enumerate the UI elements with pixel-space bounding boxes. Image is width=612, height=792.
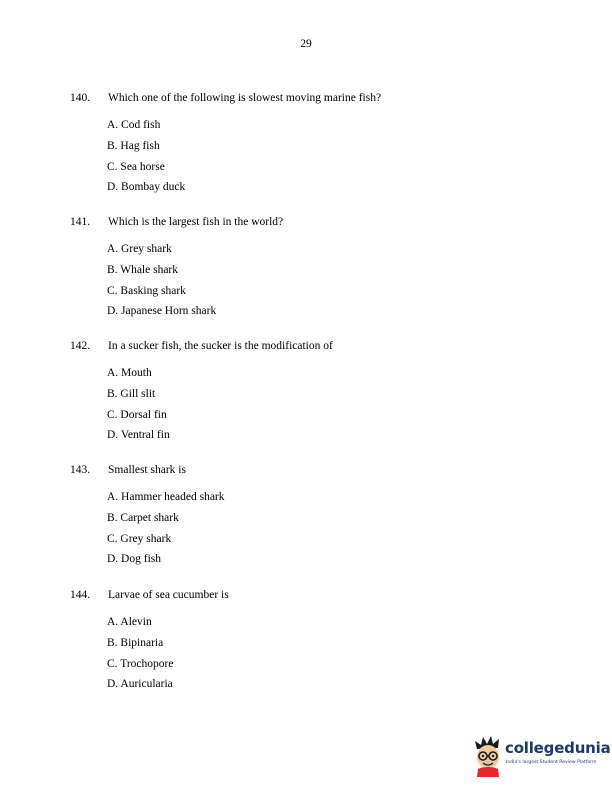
option-c: C. Trochopore [107, 657, 174, 670]
option-d: D. Dog fish [107, 553, 161, 566]
question-number: 144. [70, 589, 91, 601]
mascot-icon [472, 735, 504, 777]
options-list [70, 614, 570, 697]
question-141 [70, 214, 570, 324]
option-b: B. Whale shark [107, 263, 179, 276]
question-142 [70, 338, 570, 448]
logo-tagline: India's largest Student Review Platform [506, 760, 597, 765]
option-a: A. Cod fish [107, 119, 161, 131]
question-144 [70, 587, 570, 697]
options-list [70, 117, 570, 200]
option-a: A. Alevin [107, 616, 152, 628]
option-b: B. Gill slit [107, 387, 156, 400]
option-c: C. Dorsal fin [107, 408, 167, 421]
option-d: D. Auricularia [107, 678, 173, 691]
question-text: Which is the largest fish in the world? [108, 216, 284, 228]
question-text: In a sucker fish, the sucker is the modification of [108, 340, 333, 352]
option-a: A. Hammer headed shark [107, 491, 225, 503]
question-number: 143. [70, 464, 91, 476]
question-143 [70, 462, 570, 572]
option-d: D. Bombay duck [107, 181, 186, 194]
question-text: Larvae of sea cucumber is [108, 589, 229, 601]
question-text: Smallest shark is [108, 464, 186, 476]
options-list [70, 241, 570, 324]
question-number: 141. [70, 216, 91, 228]
question-number: 140. [70, 92, 91, 104]
option-c: C. Sea horse [107, 160, 165, 173]
question-number: 142. [70, 340, 91, 352]
question-140 [70, 90, 570, 200]
option-d: D. Ventral fin [107, 429, 170, 442]
option-d: D. Japanese Horn shark [107, 305, 217, 318]
option-c: C. Grey shark [107, 532, 172, 545]
options-list [70, 365, 570, 448]
logo-wordmark: collegedunia [505, 739, 611, 757]
option-b: B. Carpet shark [107, 511, 179, 524]
option-a: A. Mouth [107, 367, 152, 379]
option-b: B. Hag fish [107, 139, 160, 152]
collegedunia-logo [470, 733, 611, 779]
option-b: B. Bipinaria [107, 636, 164, 649]
question-text: Which one of the following is slowest moving marine fish? [108, 92, 382, 104]
option-a: A. Grey shark [107, 243, 172, 255]
page-number: 29 [300, 38, 312, 50]
options-list [70, 489, 570, 572]
option-c: C. Basking shark [107, 284, 186, 297]
